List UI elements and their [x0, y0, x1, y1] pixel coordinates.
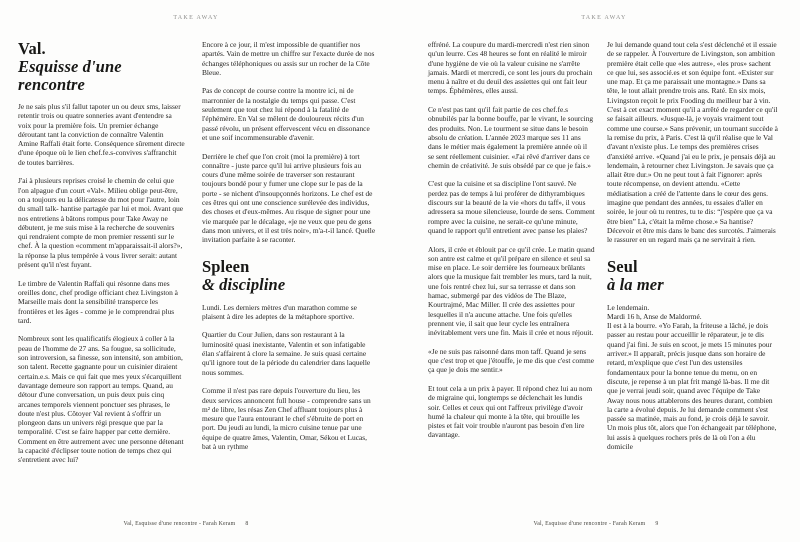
paragraph: Alors, il crée et éblouit par ce qu'il crée. Le matin quand son antre est calme et qu'il prépare en silence et seul sa mise en place. Le soir derrière les fourneaux brûlants alors que la musique fait trembler les murs, tard la nuit, une fois rentré chez lui, sur sa terrasse et dans son hamac, submergé par des vidéos de The Blaze, Kourtrajmé, Mac Miller. Il crée des assiettes pour lesquelles il n'a aucune attache. Une fois qu'elles prennent vie, il sait que leur cycle les entraînera inévitablement vers une fin. Mais il crée et nous réjouit. [428, 244, 595, 338]
paragraph: Il est à la bourre. «Yo Farah, la friteuse a lâché, je dois passer au restau pour accueillir le réparateur, je te dis quand j'ai fini. Je suis en scoot, je mets 15 minutes pour arriver.» Il apparaît, précis jusque dans son horaire de retard, m'explique que c'est l'un des ustensiles fondamentaux pour la bonne tenue du menu, on en discute, je repense à un plat frit mangé là-bas. Il me dit que je verrai jeudi soir, quand avec l'équipe de Take Away nous nous attablerons des heures durant, combien la carte a évolué depuis. Je lui demande comment s'est passée sa matinée, mais au fond, je crois déjà le savoir. Un mois plus tôt, alors que l'on échangeait par téléphone, lui assis à quelques rochers près de là où l'on a élu domicile [607, 321, 777, 451]
page-number: 8 [245, 521, 249, 527]
paragraph: Le lendemain. [607, 302, 650, 312]
page-number: 9 [655, 521, 659, 527]
section-heading-spleen [202, 258, 376, 294]
paragraph: Quartier du Cour Julien, dans son restaurant à la luminosité quasi inexistante, Valentin et son infatigable élan s'affairent à clore la semaine. Je suis quasi certaine qu'il ignore tout de la période du calendrier dans laquelle nous sommes. [202, 330, 371, 377]
paragraph: Comme il n'est pas rare depuis l'ouverture du lieu, les deux services annoncent full house - comprendre sans un m² de libre, les résas Zen Chef affluant toujours plus à mesure que l'aura entourant le chef s'ébruite de port en port. Du jeudi au lundi, la micro cuisine tenue par une équipe de quatre âmes, Valentin, Omar, Sékou et Lucas, bat à un rythme [202, 386, 371, 451]
article-title-line2: Esquisse d'une [18, 57, 122, 76]
section-heading-line2: & discipline [202, 274, 286, 294]
paragraph: Encore à ce jour, il m'est impossible de quantifier nos apartés. Vain de mettre un chiffre sur l'exacte durée de nos échanges téléphoniques ou assis sur un rocher de la Côte Bleue. [202, 40, 375, 77]
paragraph: J'ai à plusieurs reprises croisé le chemin de celui que l'on alpague d'un court «Val». Milieu oblige peut-être, on a toujours eu la délicatesse du mot pour l'autre, loin du small talk- hantise partagée par lui et moi. Avant que nos entretiens à bâtons rompus pour Take Away ne débutent, je me suis mise à la recherche de souvenirs qui rendraient compte de mon premier ressenti sur le chef. À la question «comment m'apparaissait-il alors?», la réponse la plus tempérée à vous livrer serait: autant présent qu'il n'est fuyant. [18, 176, 184, 270]
footer-left [0, 521, 372, 527]
paragraph: C'est que la cuisine et sa discipline l'ont sauvé. Ne perdez pas de temps à lui proférer de dithyrambiques discours sur la beauté de la vie «hors du taff», il vous adressera sa moue silencieuse, lourde de sens. Comment rompre avec la cuisine, ne serait-ce qu'une minute, quand le rapport qu'il entretient avec panse les plaies? [428, 179, 595, 235]
paragraph: Derrière le chef que l'on croit (moi la première) à tort connaître - juste parce qu'il lui arrive plusieurs fois au cours d'une même soirée de traverser son restaurant toujours bondé pour y fumer une clope sur le pas de la porte - se nichent d'insoupçonnés horizons. Le chef est de ces êtres qui ont une conscience surélevée des individus, des choses et d'eux-mêmes. Au risque de signer pour une vie marquée par le décalage, «je ne veux que peu de gens dans mon univers, et il est très noir», m'a-t-il lancé. Quelle invitation parfaite à se raconter. [202, 151, 376, 245]
running-header-right: TAKE AWAY [581, 15, 627, 21]
article-title-line3: rencontre [18, 75, 85, 94]
paragraph: Je ne sais plus s'il fallut tapoter un ou deux sms, laisser retentir trois ou quatre sonneries avant d'entendre sa voix pour la première fois. Un premier échange déroutant tant la conviction de connaître Valentin Amine Raffali était forte. Conséquence sûrement directe d'une époque où le lien chef.fe.s-convives s'affranchit de toutes barrières. [18, 102, 185, 167]
section-heading-seul [607, 258, 778, 294]
article-title [18, 40, 185, 94]
article-title-line1: Val. [18, 39, 46, 58]
section-heading-line2: à la mer [607, 274, 664, 294]
section-heading-line1: Spleen [202, 256, 250, 276]
footer-right [410, 521, 782, 527]
paragraph: «Je ne suis pas raisonné dans mon taff. Quand je sens que c'est trop et que j'étouffe, je me dis que c'est comme ça que je dois me sentir.» [428, 346, 594, 375]
paragraph: Nombreux sont les qualificatifs élogieux à coller à la peau de l'homme de 27 ans. Sa fougue, sa sollicitude, son introversion, sa finesse, son intensité, son ambition, son talent. Recette gagnante pour un cuisinier diraient certain.e.s. Mais ce qui fait que mes yeux s'écarquillent davantage demeure son rapport au temps. Quand, au détour d'une conversation, un puis deux puis cinq arcanes temporels viennent ponctuer ses phrases, le doute n'est plus. Côtoyer Val revient à s'offrir un plongeon dans un univers régi presque que par la temporalité. C'est se faire happer par cette dernière. Comment en être autrement avec une personne détenant la capacité d'éclipser toute notion de temps chez qui s'entretient avec lui? [18, 334, 184, 465]
paragraph: Lundi. Les derniers mètres d'un marathon comme se plaisent à dire les adeptes de la métaphore sportive. [202, 302, 357, 321]
section-heading-line1: Seul [607, 256, 638, 276]
paragraph: Mardi 16 h, Anse de Maldormé. [607, 311, 702, 321]
paragraph: Ce n'est pas tant qu'il fait partie de ces chef.fe.s obnubilés par la bonne bouffe, par le vivant, le sourcing des produits. Non. Le tourment se situe dans le besoin absolu de création. L'année 2023 marque ses 11 ans dans le métier mais également la première année où il se sent réellement cuisinier. «J'ai rêvé d'arriver dans ce chemin de créativité. Je suis obsédé par ce que je fais.» [428, 105, 594, 170]
right-column-2 [607, 40, 778, 451]
running-header-left: TAKE AWAY [173, 15, 219, 21]
left-column-1 [18, 40, 185, 474]
footer-title: Val, Esquisse d'une rencontre - Farah Keram [123, 521, 236, 527]
paragraph: Je lui demande quand tout cela s'est déclenché et il essaie de se rappeler. À l'ouverture de Livingston, son ambition première était celle que «les autres», «les pros» sachent ce que lui, ses associé.es et son équipe font. «Exister sur une map. Et ça me paraissait une montagne.» Dans sa tête, le tout allait prendre trois ans. Raté. En six mois, Livingston reçoit le prix Fooding du meilleur bar à vin. C'est à cet exact moment qu'il a arrêté de regarder ce qu'il se faisait ailleurs. «Jusque-là, je voyais vraiment tout comme une course.» Sans prévenir, un tournant succède à la remise du prix, à Paris. C'est là qu'il réalise que le Val d'avant n'existe plus. Le temps des premières crises d'anxiété arrive. «Quand j'ai eu le prix, je pensais déjà au lendemain, à retourner chez Livingston. Je savais que ça allait être dur.» On ne peut tout à fait l'ignorer: après toute récompense, on devient attendu. «Cette médiatisation a créé de l'attente dans le cœur des gens. imagine que pendant des années, tu essaies d'aller en soirée, le jour où tu rentres, tu te dis: “j'espère que ça va être bien” Là, c'était la même chose.» Sa hantise? Décevoir et être mis dans le banc des surcotés. J'aimerais le rassurer en un regard mais ça ne servirait à rien. [607, 40, 778, 245]
right-column-1 [428, 40, 595, 449]
paragraph: effréné. La coupure du mardi-mercredi n'est rien sinon qu'un leurre. Ces 48 heures se font en réalité le miroir d'une hygiène de vie où la valeur cuisine ne s'arrête jamais. Mardi et mercredi, ce sont les jours du prochain menu à naître et du deuil des assiettes qui ont fait leur temps. Éphémères, elles aussi. [428, 40, 593, 96]
paragraph: Pas de concept de course contre la montre ici, ni de marronnier de la nostalgie du temps qui passe. C'est seulement que tout chez lui répond à la fatalité de l'éphémère. En Val se mêlent de douloureux récits d'un passé révolu, un présent effervescent vécu en dissonance et une soif incommensurable d'avenir. [202, 86, 370, 142]
footer-title: Val, Esquisse d'une rencontre - Farah Keram [533, 521, 646, 527]
paragraph: Le timbre de Valentin Raffali qui résonne dans mes oreilles donc, chef prodige officiant chez Livingston à Marseille mais dont la sensibilité transperce les frontières et les âges - comme je le comprendrai plus tard. [18, 278, 178, 325]
left-column-2 [202, 40, 376, 461]
right-page [400, 0, 800, 542]
paragraph: Et tout cela a un prix à payer. Il répond chez lui au nom de migraine qui, longtemps se déclenchait les lundis soir. Celles et ceux qui ont l'affreux privilège d'avoir humé la chaleur qui monte à la tête, qui brouille les pistes et fait voir trouble n'auront pas besoin d'en lire davantage. [428, 383, 593, 440]
